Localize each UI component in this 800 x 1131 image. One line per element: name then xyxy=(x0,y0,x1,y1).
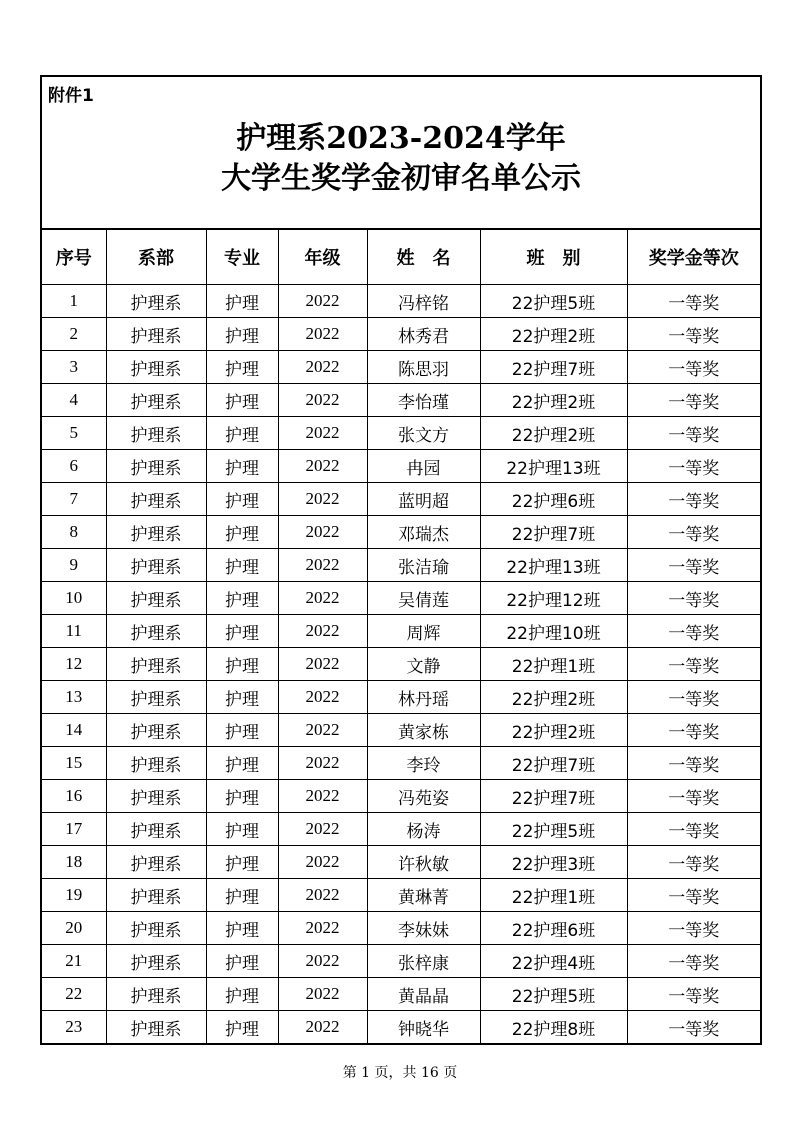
table-row xyxy=(42,582,760,615)
attachment-label: 附件1 xyxy=(48,86,94,106)
cell-department: 护理系 xyxy=(106,285,206,318)
table-row xyxy=(42,1011,760,1044)
cell-index: 8 xyxy=(42,516,106,549)
cell-award-level: 一等奖 xyxy=(627,681,760,714)
cell-major: 护理 xyxy=(206,450,278,483)
cell-name: 杨涛 xyxy=(367,813,480,846)
cell-department: 护理系 xyxy=(106,681,206,714)
cell-award-level: 一等奖 xyxy=(627,945,760,978)
cell-department: 护理系 xyxy=(106,417,206,450)
cell-class: 22护理8班 xyxy=(480,1011,627,1044)
cell-department: 护理系 xyxy=(106,780,206,813)
cell-grade: 2022 xyxy=(278,978,367,1011)
cell-grade: 2022 xyxy=(278,615,367,648)
cell-grade: 2022 xyxy=(278,549,367,582)
cell-index: 16 xyxy=(42,780,106,813)
cell-name: 李妹妹 xyxy=(367,912,480,945)
cell-name: 吴倩莲 xyxy=(367,582,480,615)
cell-department: 护理系 xyxy=(106,978,206,1011)
page-footer: 第 1 页，共 16 页 xyxy=(342,1065,458,1081)
cell-department: 护理系 xyxy=(106,1011,206,1044)
cell-major: 护理 xyxy=(206,351,278,384)
roster-sheet xyxy=(40,75,762,1045)
cell-class: 22护理1班 xyxy=(480,879,627,912)
cell-name: 冯梓铭 xyxy=(367,285,480,318)
cell-grade: 2022 xyxy=(278,351,367,384)
table-row xyxy=(42,912,760,945)
cell-major: 护理 xyxy=(206,648,278,681)
table-row xyxy=(42,747,760,780)
cell-index: 17 xyxy=(42,813,106,846)
table-row xyxy=(42,450,760,483)
cell-index: 22 xyxy=(42,978,106,1011)
document-header xyxy=(42,77,760,230)
cell-department: 护理系 xyxy=(106,450,206,483)
table-row xyxy=(42,978,760,1011)
table-row xyxy=(42,483,760,516)
cell-award-level: 一等奖 xyxy=(627,549,760,582)
cell-class: 22护理7班 xyxy=(480,747,627,780)
cell-award-level: 一等奖 xyxy=(627,483,760,516)
cell-department: 护理系 xyxy=(106,714,206,747)
cell-grade: 2022 xyxy=(278,714,367,747)
cell-award-level: 一等奖 xyxy=(627,615,760,648)
cell-award-level: 一等奖 xyxy=(627,780,760,813)
cell-award-level: 一等奖 xyxy=(627,384,760,417)
cell-major: 护理 xyxy=(206,417,278,450)
cell-major: 护理 xyxy=(206,681,278,714)
cell-major: 护理 xyxy=(206,318,278,351)
cell-name: 林秀君 xyxy=(367,318,480,351)
cell-major: 护理 xyxy=(206,483,278,516)
cell-name: 张洁瑜 xyxy=(367,549,480,582)
table-row xyxy=(42,714,760,747)
cell-index: 9 xyxy=(42,549,106,582)
cell-award-level: 一等奖 xyxy=(627,285,760,318)
table-body xyxy=(42,285,760,1044)
cell-grade: 2022 xyxy=(278,318,367,351)
column-header-name: 姓 名 xyxy=(367,230,480,285)
cell-class: 22护理5班 xyxy=(480,978,627,1011)
cell-department: 护理系 xyxy=(106,318,206,351)
cell-award-level: 一等奖 xyxy=(627,351,760,384)
cell-name: 李玲 xyxy=(367,747,480,780)
cell-department: 护理系 xyxy=(106,351,206,384)
cell-department: 护理系 xyxy=(106,516,206,549)
cell-index: 1 xyxy=(42,285,106,318)
cell-grade: 2022 xyxy=(278,681,367,714)
cell-grade: 2022 xyxy=(278,747,367,780)
cell-department: 护理系 xyxy=(106,615,206,648)
cell-name: 钟晓华 xyxy=(367,1011,480,1044)
table-row xyxy=(42,285,760,318)
cell-grade: 2022 xyxy=(278,450,367,483)
cell-index: 10 xyxy=(42,582,106,615)
cell-index: 3 xyxy=(42,351,106,384)
cell-department: 护理系 xyxy=(106,912,206,945)
table-row xyxy=(42,813,760,846)
cell-grade: 2022 xyxy=(278,813,367,846)
cell-department: 护理系 xyxy=(106,648,206,681)
cell-grade: 2022 xyxy=(278,1011,367,1044)
column-header-major: 专业 xyxy=(206,230,278,285)
table-row xyxy=(42,549,760,582)
cell-class: 22护理10班 xyxy=(480,615,627,648)
cell-index: 14 xyxy=(42,714,106,747)
cell-department: 护理系 xyxy=(106,549,206,582)
cell-grade: 2022 xyxy=(278,483,367,516)
cell-class: 22护理4班 xyxy=(480,945,627,978)
cell-major: 护理 xyxy=(206,813,278,846)
cell-class: 22护理1班 xyxy=(480,648,627,681)
cell-name: 张文方 xyxy=(367,417,480,450)
cell-major: 护理 xyxy=(206,912,278,945)
cell-grade: 2022 xyxy=(278,780,367,813)
cell-class: 22护理2班 xyxy=(480,384,627,417)
cell-name: 冉园 xyxy=(367,450,480,483)
cell-award-level: 一等奖 xyxy=(627,648,760,681)
cell-major: 护理 xyxy=(206,780,278,813)
cell-award-level: 一等奖 xyxy=(627,714,760,747)
cell-award-level: 一等奖 xyxy=(627,450,760,483)
cell-department: 护理系 xyxy=(106,384,206,417)
cell-class: 22护理5班 xyxy=(480,285,627,318)
cell-department: 护理系 xyxy=(106,582,206,615)
cell-name: 陈思羽 xyxy=(367,351,480,384)
column-header-grade: 年级 xyxy=(278,230,367,285)
cell-name: 邓瑞杰 xyxy=(367,516,480,549)
page-subtitle: 大学生奖学金初审名单公示 xyxy=(221,161,581,196)
cell-award-level: 一等奖 xyxy=(627,417,760,450)
cell-grade: 2022 xyxy=(278,945,367,978)
cell-class: 22护理3班 xyxy=(480,846,627,879)
cell-class: 22护理2班 xyxy=(480,714,627,747)
cell-index: 4 xyxy=(42,384,106,417)
cell-class: 22护理13班 xyxy=(480,549,627,582)
cell-index: 12 xyxy=(42,648,106,681)
cell-class: 22护理12班 xyxy=(480,582,627,615)
cell-class: 22护理6班 xyxy=(480,912,627,945)
cell-major: 护理 xyxy=(206,714,278,747)
cell-grade: 2022 xyxy=(278,384,367,417)
table-row xyxy=(42,780,760,813)
cell-grade: 2022 xyxy=(278,417,367,450)
cell-major: 护理 xyxy=(206,1011,278,1044)
cell-award-level: 一等奖 xyxy=(627,846,760,879)
cell-index: 11 xyxy=(42,615,106,648)
cell-name: 周辉 xyxy=(367,615,480,648)
cell-name: 蓝明超 xyxy=(367,483,480,516)
cell-award-level: 一等奖 xyxy=(627,747,760,780)
column-header-award-level: 奖学金等次 xyxy=(627,230,760,285)
cell-index: 13 xyxy=(42,681,106,714)
cell-department: 护理系 xyxy=(106,879,206,912)
cell-index: 19 xyxy=(42,879,106,912)
column-header-index: 序号 xyxy=(42,230,106,285)
cell-index: 2 xyxy=(42,318,106,351)
cell-name: 黄家栋 xyxy=(367,714,480,747)
cell-grade: 2022 xyxy=(278,516,367,549)
cell-index: 23 xyxy=(42,1011,106,1044)
cell-class: 22护理2班 xyxy=(480,417,627,450)
table-row xyxy=(42,945,760,978)
table-row xyxy=(42,879,760,912)
cell-award-level: 一等奖 xyxy=(627,879,760,912)
table-row xyxy=(42,615,760,648)
cell-name: 冯苑姿 xyxy=(367,780,480,813)
cell-index: 6 xyxy=(42,450,106,483)
cell-index: 5 xyxy=(42,417,106,450)
page-title: 护理系2023-2024学年 xyxy=(236,121,566,156)
cell-index: 18 xyxy=(42,846,106,879)
cell-department: 护理系 xyxy=(106,945,206,978)
cell-name: 黄晶晶 xyxy=(367,978,480,1011)
cell-class: 22护理2班 xyxy=(480,318,627,351)
cell-major: 护理 xyxy=(206,945,278,978)
scholarship-table xyxy=(42,230,760,1043)
cell-index: 20 xyxy=(42,912,106,945)
cell-department: 护理系 xyxy=(106,846,206,879)
cell-index: 21 xyxy=(42,945,106,978)
cell-department: 护理系 xyxy=(106,747,206,780)
table-row xyxy=(42,384,760,417)
cell-award-level: 一等奖 xyxy=(627,318,760,351)
table-row xyxy=(42,648,760,681)
cell-grade: 2022 xyxy=(278,582,367,615)
cell-award-level: 一等奖 xyxy=(627,978,760,1011)
cell-name: 张梓康 xyxy=(367,945,480,978)
table-header-row xyxy=(42,230,760,285)
cell-award-level: 一等奖 xyxy=(627,516,760,549)
cell-major: 护理 xyxy=(206,615,278,648)
table-row xyxy=(42,417,760,450)
cell-name: 黄琳菁 xyxy=(367,879,480,912)
cell-award-level: 一等奖 xyxy=(627,912,760,945)
cell-grade: 2022 xyxy=(278,846,367,879)
cell-class: 22护理13班 xyxy=(480,450,627,483)
cell-grade: 2022 xyxy=(278,648,367,681)
column-header-class: 班 别 xyxy=(480,230,627,285)
cell-department: 护理系 xyxy=(106,483,206,516)
cell-major: 护理 xyxy=(206,285,278,318)
cell-class: 22护理7班 xyxy=(480,351,627,384)
column-header-department: 系部 xyxy=(106,230,206,285)
cell-class: 22护理5班 xyxy=(480,813,627,846)
table-row xyxy=(42,516,760,549)
cell-grade: 2022 xyxy=(278,879,367,912)
table-row xyxy=(42,846,760,879)
cell-class: 22护理2班 xyxy=(480,681,627,714)
cell-index: 7 xyxy=(42,483,106,516)
cell-class: 22护理6班 xyxy=(480,483,627,516)
cell-department: 护理系 xyxy=(106,813,206,846)
table-row xyxy=(42,681,760,714)
cell-grade: 2022 xyxy=(278,285,367,318)
cell-award-level: 一等奖 xyxy=(627,1011,760,1044)
cell-name: 林丹瑶 xyxy=(367,681,480,714)
cell-major: 护理 xyxy=(206,846,278,879)
cell-name: 李怡瑾 xyxy=(367,384,480,417)
cell-name: 文静 xyxy=(367,648,480,681)
cell-class: 22护理7班 xyxy=(480,516,627,549)
cell-major: 护理 xyxy=(206,384,278,417)
cell-major: 护理 xyxy=(206,549,278,582)
cell-major: 护理 xyxy=(206,879,278,912)
cell-major: 护理 xyxy=(206,582,278,615)
cell-name: 许秋敏 xyxy=(367,846,480,879)
table-row xyxy=(42,318,760,351)
cell-major: 护理 xyxy=(206,747,278,780)
cell-index: 15 xyxy=(42,747,106,780)
cell-grade: 2022 xyxy=(278,912,367,945)
cell-major: 护理 xyxy=(206,516,278,549)
cell-class: 22护理7班 xyxy=(480,780,627,813)
cell-major: 护理 xyxy=(206,978,278,1011)
cell-award-level: 一等奖 xyxy=(627,582,760,615)
cell-award-level: 一等奖 xyxy=(627,813,760,846)
table-row xyxy=(42,351,760,384)
